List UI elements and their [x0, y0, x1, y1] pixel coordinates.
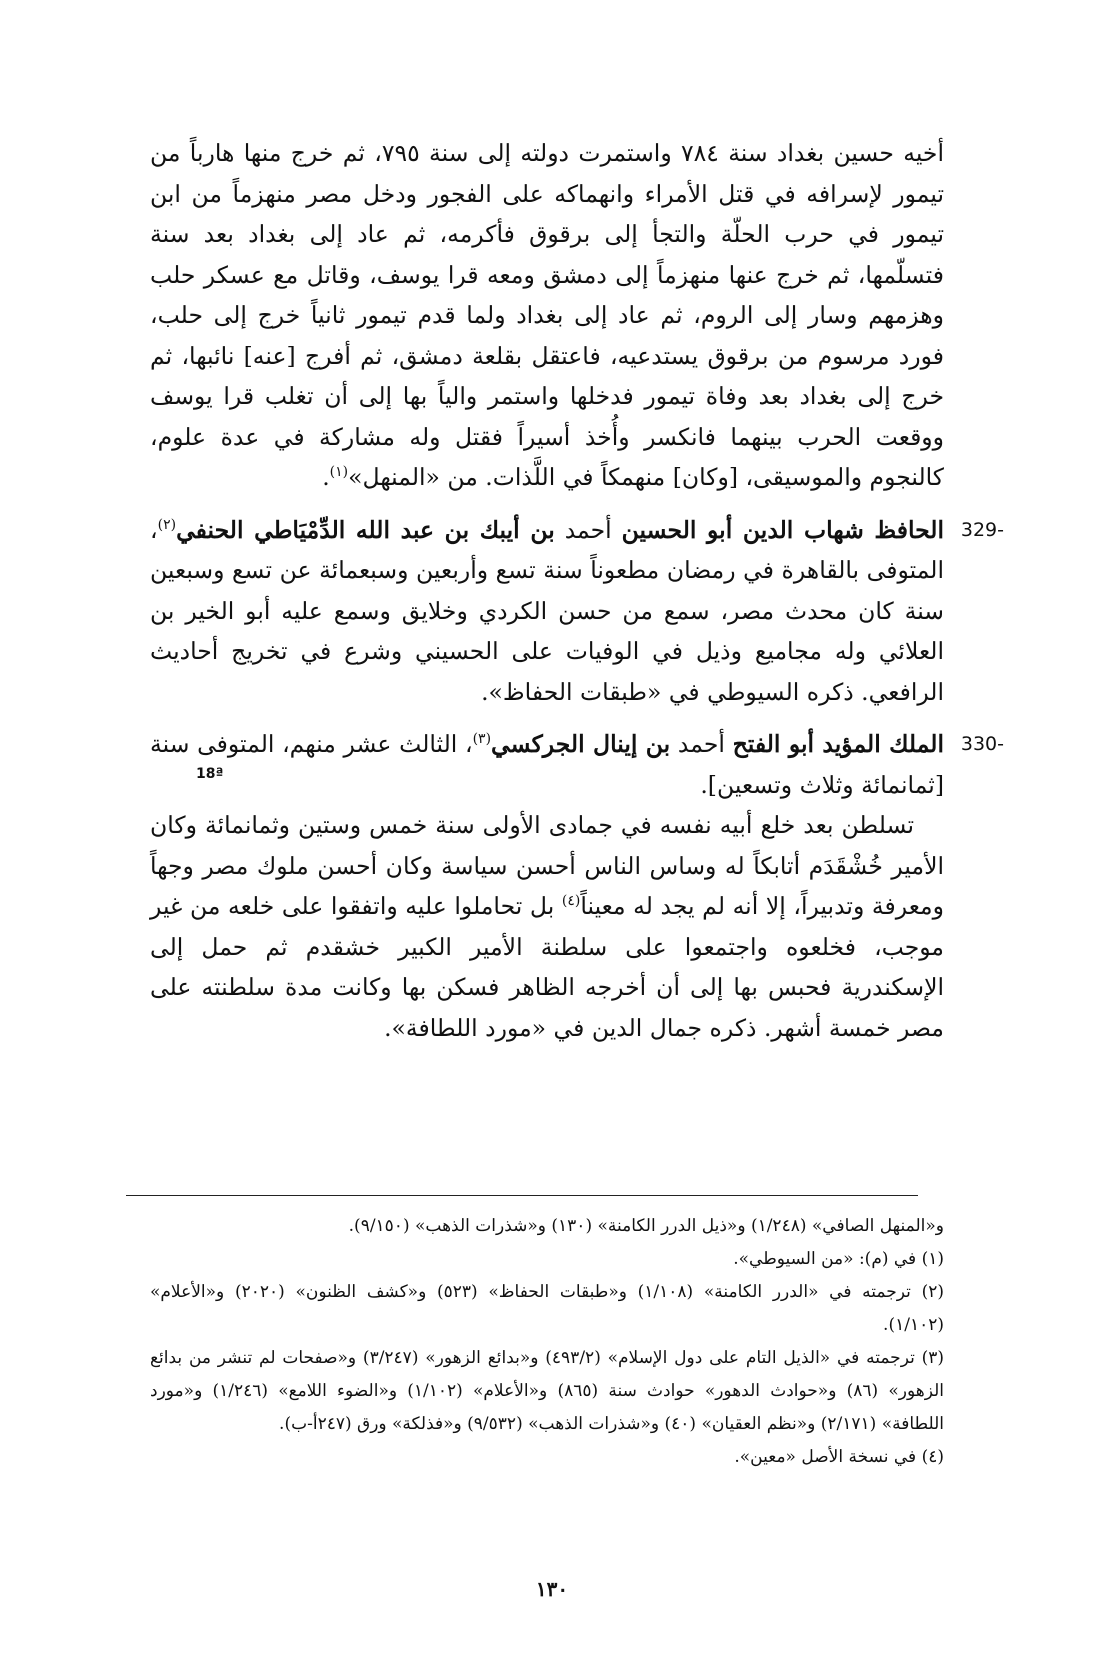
main-text — [150, 133, 1004, 1048]
entry-330-number: 330- — [960, 733, 1004, 755]
footnote-ref-2[interactable]: (٢) — [157, 516, 177, 533]
entry-330-name: أحمد — [677, 730, 725, 758]
intro-text: أخيه حسين بغداد سنة ٧٨٤ واستمرت دولته إلى سنة ٧٩٥، ثم خرج منها هارباً من تيمور لإسرافه في قتل الأمراء وانهماكه على الفجور ودخل مصر منهزماً من ابن تيمور في حرب الحلّة والتجأ إلى برقوق فأكرمه، ثم عاد إلى بغداد بعد سنة فتسلّمها، ثم خرج عنها منهزماً إلى دمشق ومعه قرا يوسف، وقاتل مع عسكر حلب وهزمهم وسار إلى الروم، ثم عاد إلى بغداد ولما قدم تيمور ثانياً خرج إلى حلب، فورد مرسوم من برقوق يستدعيه، فاعتقل بقلعة دمشق، ثم أفرج [عنه] نائبها، ثم خرج إلى بغداد بعد وفاة تيمور فدخلها واستمر والياً بها إلى أن تغلب قرا يوسف ووقعت الحرب بينهما فانكسر وأُخذ أسيراً فقتل وله مشاركة في عدة علوم، كالنجوم والموسيقى، [وكان] منهمكاً في اللَّذات. من «المنهل» — [150, 139, 944, 491]
footnote-ref-4[interactable]: (٤) — [561, 893, 581, 910]
entry-330-body: ، الثالث عشر منهم، المتوفى سنة [ثمانمائة وثلاث وتسعين]. — [150, 730, 944, 799]
footnote-ref-3[interactable]: (٣) — [472, 731, 492, 748]
entry-330-paragraph-text-a: تسلطن بعد خلع أبيه نفسه في جمادى الأولى سنة خمس وستين وثمانمائة وكان الأمير خُشْقَدَم أتابكاً له وساس الناس أحسن سياسة وكان أحسن ملوك مصر وجهاً ومعرفة وتدبيراً، إلا أنه لم يجد له معيناً — [150, 811, 944, 920]
footnote-ref-1[interactable]: (١) — [329, 464, 349, 481]
entry-329-title: الحافظ شهاب الدين أبو الحسين — [621, 515, 944, 544]
footnote-4: (٤) في نسخة الأصل «معين». — [734, 1447, 944, 1467]
footnotes — [150, 1210, 944, 1474]
footnote-divider — [126, 1195, 918, 1196]
entry-329-body: ، المتوفى بالقاهرة في رمضان مطعوناً سنة تسع وأربعين وسبعمائة عن تسع وسبعين سنة كان محدث مصر، سمع من حسن الكردي وخلايق وسمع عليه أبو الخير بن العلائي وله مجاميع وذيل في الوفيات على الحسيني وشرع في تخريج أحاديث الرافعي. ذكره السيوطي في «طبقات الحفاظ». — [150, 515, 944, 706]
footnote-continuation: و«المنهل الصافي» (١/٢٤٨) و«ذيل الدرر الكامنة» (١٣٠) و«شذرات الذهب» (٩/١٥٠). — [348, 1216, 944, 1236]
entry-330-title: الملك المؤيد أبو الفتح — [732, 730, 944, 758]
entry-330-paragraph — [150, 805, 944, 1048]
entry-330 — [150, 724, 1004, 805]
footnote-3: (٣) ترجمته في «الذيل التام على دول الإسلام» (٤٩٣/٢) و«بدائع الزهور» (٣/٢٤٧) و«صفحات لم تنشر من بدائع الزهور» (٨٦) و«حوادث الدهور» حوادث سنة (٨٦٥) و«الأعلام» (١/١٠٢) و«الضوء اللامع» (١/٢٤٦) و«مورد اللطافة» (٢/١٧١) و«نظم العقيان» (٤٠) و«شذرات الذهب» (٩/٥٣٢) و«فذلكة» ورق (٢٤٧أ-ب). — [150, 1348, 945, 1434]
intro-paragraph — [150, 133, 944, 498]
page-number: ١٣٠ — [535, 1577, 569, 1601]
entry-330-title-rest: بن إينال الجركسي — [491, 730, 671, 758]
footnote-1: (١) في (م): «من السيوطي». — [733, 1249, 944, 1269]
intro-end: . — [322, 463, 330, 491]
entry-329-number: 329- — [960, 518, 1004, 541]
entry-329-title-rest: بن أيبك بن عبد الله الدِّمْيَاطي الحنفي — [176, 515, 555, 544]
footnote-2: (٢) ترجمته في «الدرر الكامنة» (١/١٠٨) و«طبقات الحفاظ» (٥٢٣) و«كشف الظنون» (٢٠٢٠) و«الأعلام» (١/١٠٢). — [150, 1282, 945, 1335]
entry-329 — [150, 510, 1004, 713]
entry-329-name: أحمد — [564, 515, 612, 544]
entry-330-paragraph-text-b: بل تحاملوا عليه واتفقوا على خلعه من غير موجب، فخلعوه واجتمعوا على سلطنة الأمير الكبير خشقدم ثم حمل إلى الإسكندرية فحبس بها إلى أن أخرجه الظاهر فسكن بها وكانت مدة سلطنته على مصر خمسة أشهر. ذكره جمال الدين في «مورد اللطافة». — [150, 892, 944, 1042]
margin-marker: 18ª — [196, 766, 224, 782]
